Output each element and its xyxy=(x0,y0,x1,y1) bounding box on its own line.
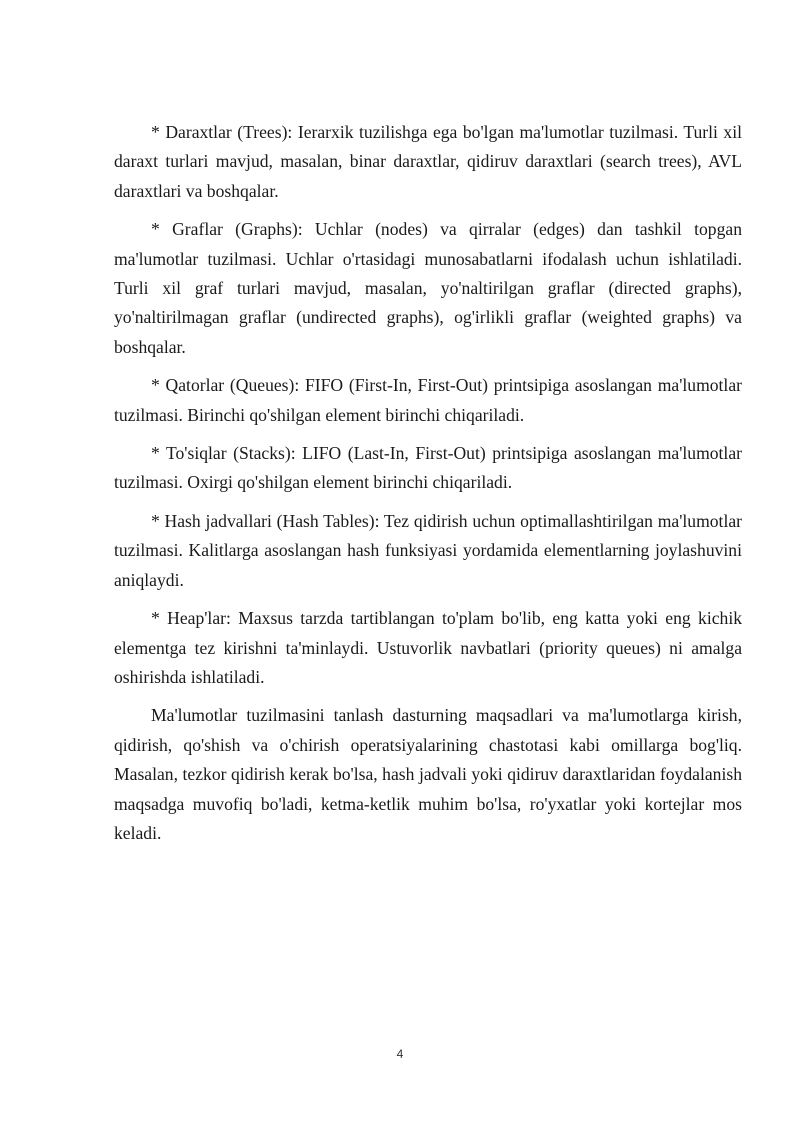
document-body xyxy=(114,118,742,857)
paragraph-queues: * Qatorlar (Queues): FIFO (First-In, First-Out) printsipiga asoslangan ma'lumotlar tuzilmasi. Birinchi qo'shilgan element birinchi chiqariladi. xyxy=(114,375,742,425)
page-number: 4 xyxy=(396,1047,404,1061)
paragraph-hash-tables: * Hash jadvallari (Hash Tables): Tez qidirish uchun optimallashtirilgan ma'lumotlar tuzilmasi. Kalitlarga asoslangan hash funksiyasi yordamida elementlarning joylashuvini aniqlaydi. xyxy=(114,510,742,590)
paragraph-graphs: * Graflar (Graphs): Uchlar (nodes) va qirralar (edges) dan tashkil topgan ma'lumotlar tuzilmasi. Uchlar o'rtasidagi munosabatlarni ifodalash uchun ishlatiladi. Turli xil graf turlari mavjud, masalan, yo'naltirilgan graflar (directed graphs), yo'naltirilmagan graflar (undirected graphs), og'irlikli graflar (weighted graphs) va boshqalar. xyxy=(114,219,742,357)
paragraph-conclusion: Ma'lumotlar tuzilmasini tanlash dasturning maqsadlari va ma'lumotlarga kirish, qidirish, qo'shish va o'chirish operatsiyalarining chastotasi kabi omillarga bog'liq. Masalan, tezkor qidirish kerak bo'lsa, hash jadvali yoki qidiruv daraxtlaridan foydalanish maqsadga muvofiq bo'ladi, ketma-ketlik muhim bo'lsa, ro'yxatlar yoki kortejlar mos keladi. xyxy=(114,705,742,843)
paragraph-trees: * Daraxtlar (Trees): Ierarxik tuzilishga ega bo'lgan ma'lumotlar tuzilmasi. Turli xil daraxt turlari mavjud, masalan, binar daraxtlar, qidiruv daraxtlari (search trees), AVL daraxtlari va boshqalar. xyxy=(114,122,742,201)
paragraph-heaps: * Heap'lar: Maxsus tarzda tartiblangan to'plam bo'lib, eng katta yoki eng kichik elementga tez kirishni ta'minlaydi. Ustuvorlik navbatlari (priority queues) ni amalga oshirishda ishlatiladi. xyxy=(114,608,742,687)
paragraph-stacks: * To'siqlar (Stacks): LIFO (Last-In, First-Out) printsipiga asoslangan ma'lumotlar tuzilmasi. Oxirgi qo'shilgan element birinchi chiqariladi. xyxy=(114,443,742,493)
